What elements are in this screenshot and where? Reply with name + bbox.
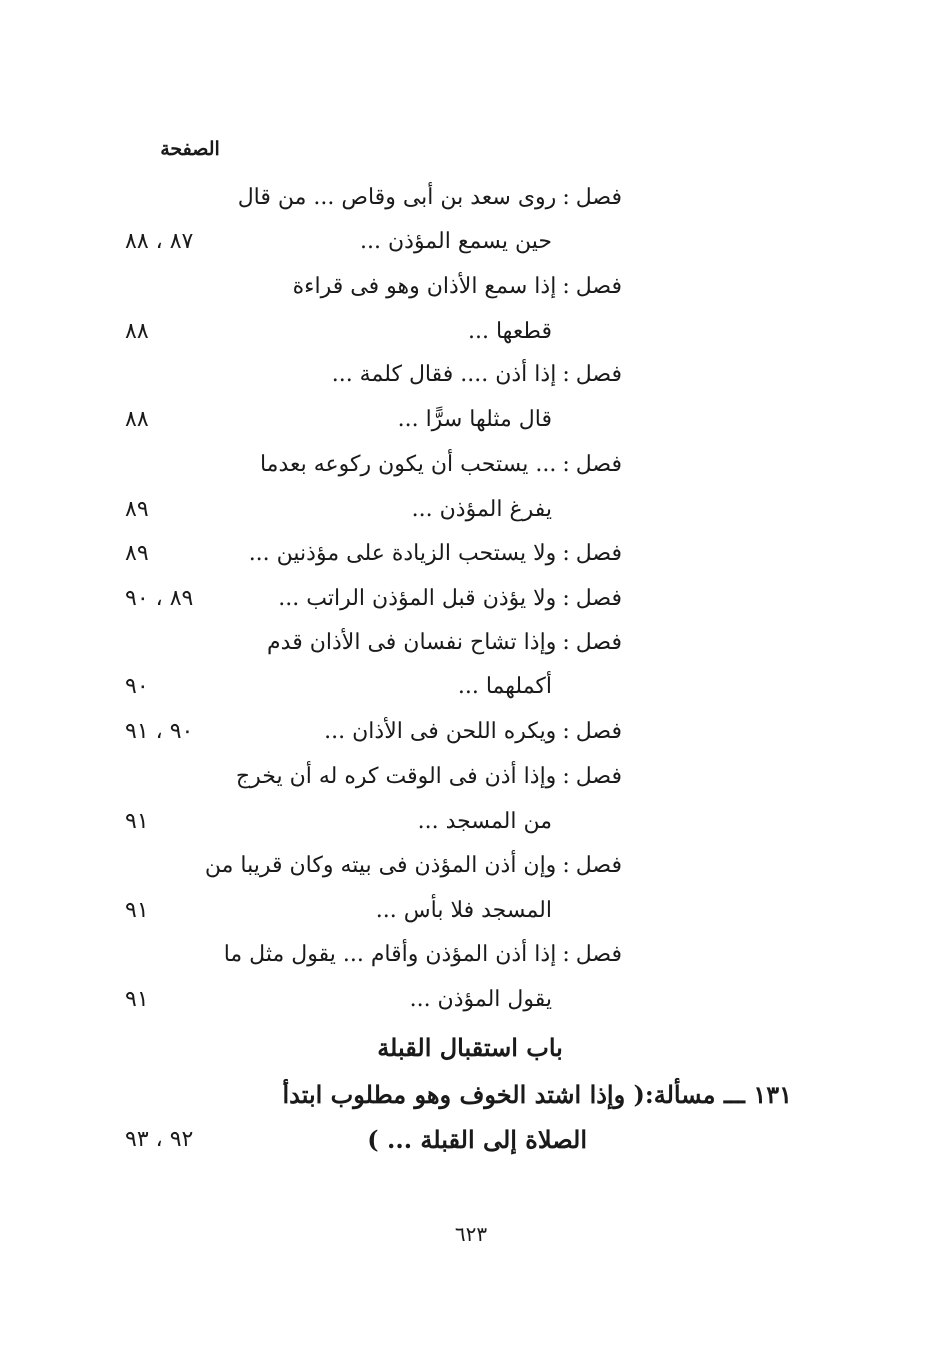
- chapter-heading: باب استقبال القبلة: [377, 1033, 563, 1062]
- entry-pages: ٩١: [125, 898, 149, 923]
- entry-pages: ٨٩: [125, 497, 149, 522]
- index-entry-continuation: [0, 802, 942, 842]
- entry-line: فصل:إذا أذن المؤذن وأقام ... يقول مثل ما: [223, 942, 622, 967]
- entry-continuation: من المسجد ...: [417, 809, 552, 834]
- entry-line: فصل:ويكره اللحن فى الأذان ...: [324, 719, 622, 744]
- index-entry: [0, 445, 942, 485]
- entry-pages: ٨٨: [125, 407, 149, 432]
- index-entry: [0, 178, 942, 218]
- entry-pages: ٩١: [125, 987, 149, 1012]
- index-entry: [0, 355, 942, 395]
- entry-label: فصل: [575, 630, 622, 655]
- entry-text: ... يستحب أن يكون ركوعه بعدما: [259, 452, 557, 477]
- entry-continuation: حين يسمع المؤذن ...: [360, 229, 552, 254]
- entry-line: فصل:ولا يستحب الزيادة على مؤذنين ...: [248, 541, 622, 566]
- entry-line: فصل:إذا أذن .... فقال كلمة ...: [331, 362, 622, 387]
- index-entry: [0, 267, 942, 307]
- entry-text: ولا يستحب الزيادة على مؤذنين ...: [248, 541, 557, 566]
- index-entry-continuation: [0, 312, 942, 352]
- entry-continuation: يقول المؤذن ...: [409, 987, 552, 1012]
- entry-text: وإذا أذن فى الوقت كره له أن يخرج: [235, 764, 557, 789]
- masala-continuation: الصلاة إلى القبلة ... ): [367, 1125, 587, 1154]
- entry-text: وإذا تشاح نفسان فى الأذان قدم: [267, 630, 557, 655]
- entry-label: فصل: [575, 452, 622, 477]
- entry-line: فصل:روى سعد بن أبى وقاص ... من قال: [237, 185, 622, 210]
- entry-text: ويكره اللحن فى الأذان ...: [324, 719, 557, 744]
- masala-entry: [0, 1075, 942, 1115]
- entry-label: فصل: [575, 853, 622, 878]
- entry-pages: ٩٠: [125, 674, 149, 699]
- page-column-header: الصفحة: [160, 138, 220, 160]
- entry-label: فصل: [575, 586, 622, 611]
- entry-pages: ٩٠ ، ٩١: [125, 719, 194, 744]
- index-entry-continuation: [0, 891, 942, 931]
- entry-pages: ٩١: [125, 809, 149, 834]
- entry-label: فصل: [575, 185, 622, 210]
- entry-text: إذا أذن .... فقال كلمة ...: [331, 362, 557, 387]
- entry-text: إذا أذن المؤذن وأقام ... يقول مثل ما: [223, 942, 557, 967]
- entry-label: فصل: [575, 362, 622, 387]
- entry-continuation: أكملهما ...: [457, 674, 552, 699]
- index-entry-continuation: [0, 400, 942, 440]
- entry-pages: ٨٨: [125, 319, 149, 344]
- masala-continuation-row: [0, 1120, 942, 1160]
- index-entry-continuation: [0, 222, 942, 262]
- index-entry: [0, 579, 942, 619]
- masala-label: مسألة: [653, 1080, 716, 1109]
- entry-label: فصل: [575, 764, 622, 789]
- entry-continuation: قطعها ...: [468, 319, 552, 344]
- entry-text: ولا يؤذن قبل المؤذن الراتب ...: [278, 586, 557, 611]
- index-entry-continuation: [0, 490, 942, 530]
- entry-continuation: المسجد فلا بأس ...: [375, 898, 552, 923]
- index-entry: [0, 623, 942, 663]
- entry-text: وإن أذن المؤذن فى بيته وكان قريبا من: [204, 853, 557, 878]
- entry-label: فصل: [575, 274, 622, 299]
- page-number: ٦٢٣: [454, 1222, 488, 1246]
- entry-pages: ٨٩ ، ٩٠: [125, 586, 194, 611]
- entry-label: فصل: [575, 719, 622, 744]
- entry-continuation: قال مثلها سرًّا ...: [397, 407, 552, 432]
- entry-pages: ٨٧ ، ٨٨: [125, 229, 194, 254]
- index-entry: [0, 846, 942, 886]
- entry-line: فصل:وإن أذن المؤذن فى بيته وكان قريبا من: [204, 853, 622, 878]
- index-entry: [0, 534, 942, 574]
- index-entry-continuation: [0, 980, 942, 1020]
- index-entry-continuation: [0, 667, 942, 707]
- index-entry: [0, 935, 942, 975]
- entry-pages: ٨٩: [125, 541, 149, 566]
- entry-text: إذا سمع الأذان وهو فى قراءة: [292, 274, 557, 299]
- entry-line: فصل:وإذا تشاح نفسان فى الأذان قدم: [267, 630, 622, 655]
- index-entry: [0, 757, 942, 797]
- entry-line: فصل:... يستحب أن يكون ركوعه بعدما: [259, 452, 622, 477]
- entry-line: فصل:ولا يؤذن قبل المؤذن الراتب ...: [278, 586, 622, 611]
- index-entry: [0, 712, 942, 752]
- entry-line: فصل:وإذا أذن فى الوقت كره له أن يخرج: [235, 764, 622, 789]
- entry-line: فصل:إذا سمع الأذان وهو فى قراءة: [292, 274, 622, 299]
- entry-continuation: يفرغ المؤذن ...: [411, 497, 552, 522]
- entry-text: روى سعد بن أبى وقاص ... من قال: [237, 185, 557, 210]
- entry-label: فصل: [575, 942, 622, 967]
- masala-text: ( وإذا اشتد الخوف وهو مطلوب ابتدأ: [282, 1080, 645, 1109]
- masala-pages: ٩٢ ، ٩٣: [125, 1127, 194, 1152]
- entry-label: فصل: [575, 541, 622, 566]
- masala-line: ١٣١ ـــ مسألة:( وإذا اشتد الخوف وهو مطلوب ابتدأ: [282, 1080, 792, 1109]
- masala-number: ١٣١: [753, 1080, 792, 1109]
